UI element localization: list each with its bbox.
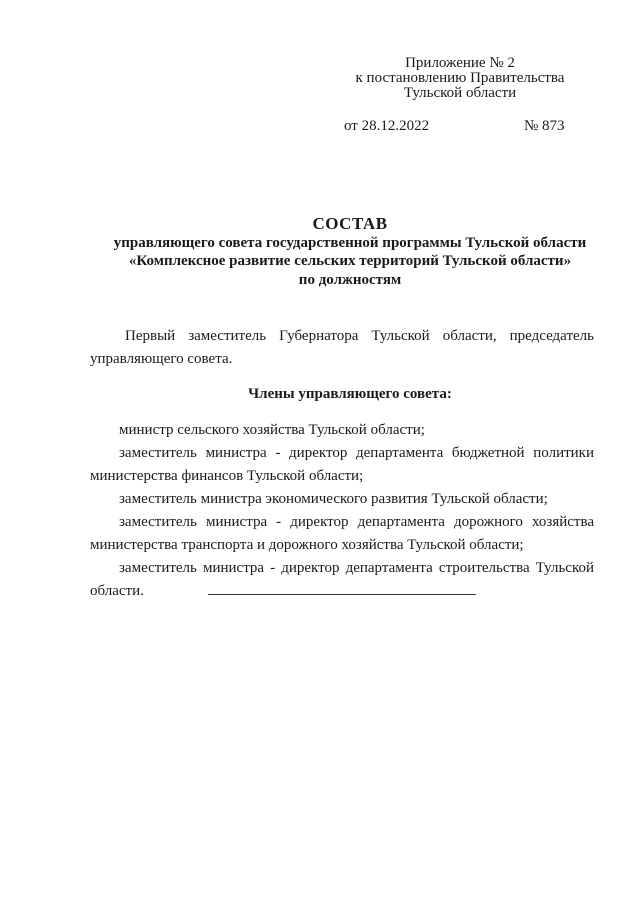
list-item: заместитель министра - директор департамента дорожного хозяйства министерства транспорта и дорожного хозяйства Тульской области;	[90, 514, 594, 553]
document-subtitle-line1: управляющего совета государственной программы Тульской области	[113, 235, 587, 251]
list-item: заместитель министра - директор департамента строительства Тульской области.	[90, 560, 594, 599]
document-subtitle-line3: по должностям	[298, 272, 402, 288]
list-item: заместитель министра экономического развития Тульской области;	[119, 491, 548, 507]
list-item: заместитель министра - директор департамента бюджетной политики министерства финансов Тульской области;	[90, 445, 594, 484]
appendix-region: Тульской области	[403, 85, 517, 101]
members-heading: Члены управляющего совета:	[248, 386, 452, 402]
document-date: от 28.12.2022	[344, 118, 430, 134]
members-list	[90, 419, 594, 603]
list-item: министр сельского хозяйства Тульской области;	[119, 422, 425, 438]
appendix-block	[300, 56, 620, 101]
end-divider	[208, 594, 476, 595]
document-number: № 873	[524, 118, 565, 134]
appendix-number: Приложение № 2	[405, 55, 515, 71]
chairman-paragraph: Первый заместитель Губернатора Тульской области, председатель управляющего совета.	[90, 328, 594, 367]
document-title: СОСТАВ	[312, 214, 388, 233]
document-subtitle-line2: «Комплексное развитие сельских территорий Тульской области»	[128, 253, 572, 269]
appendix-decree: к постановлению Правительства	[355, 70, 565, 86]
